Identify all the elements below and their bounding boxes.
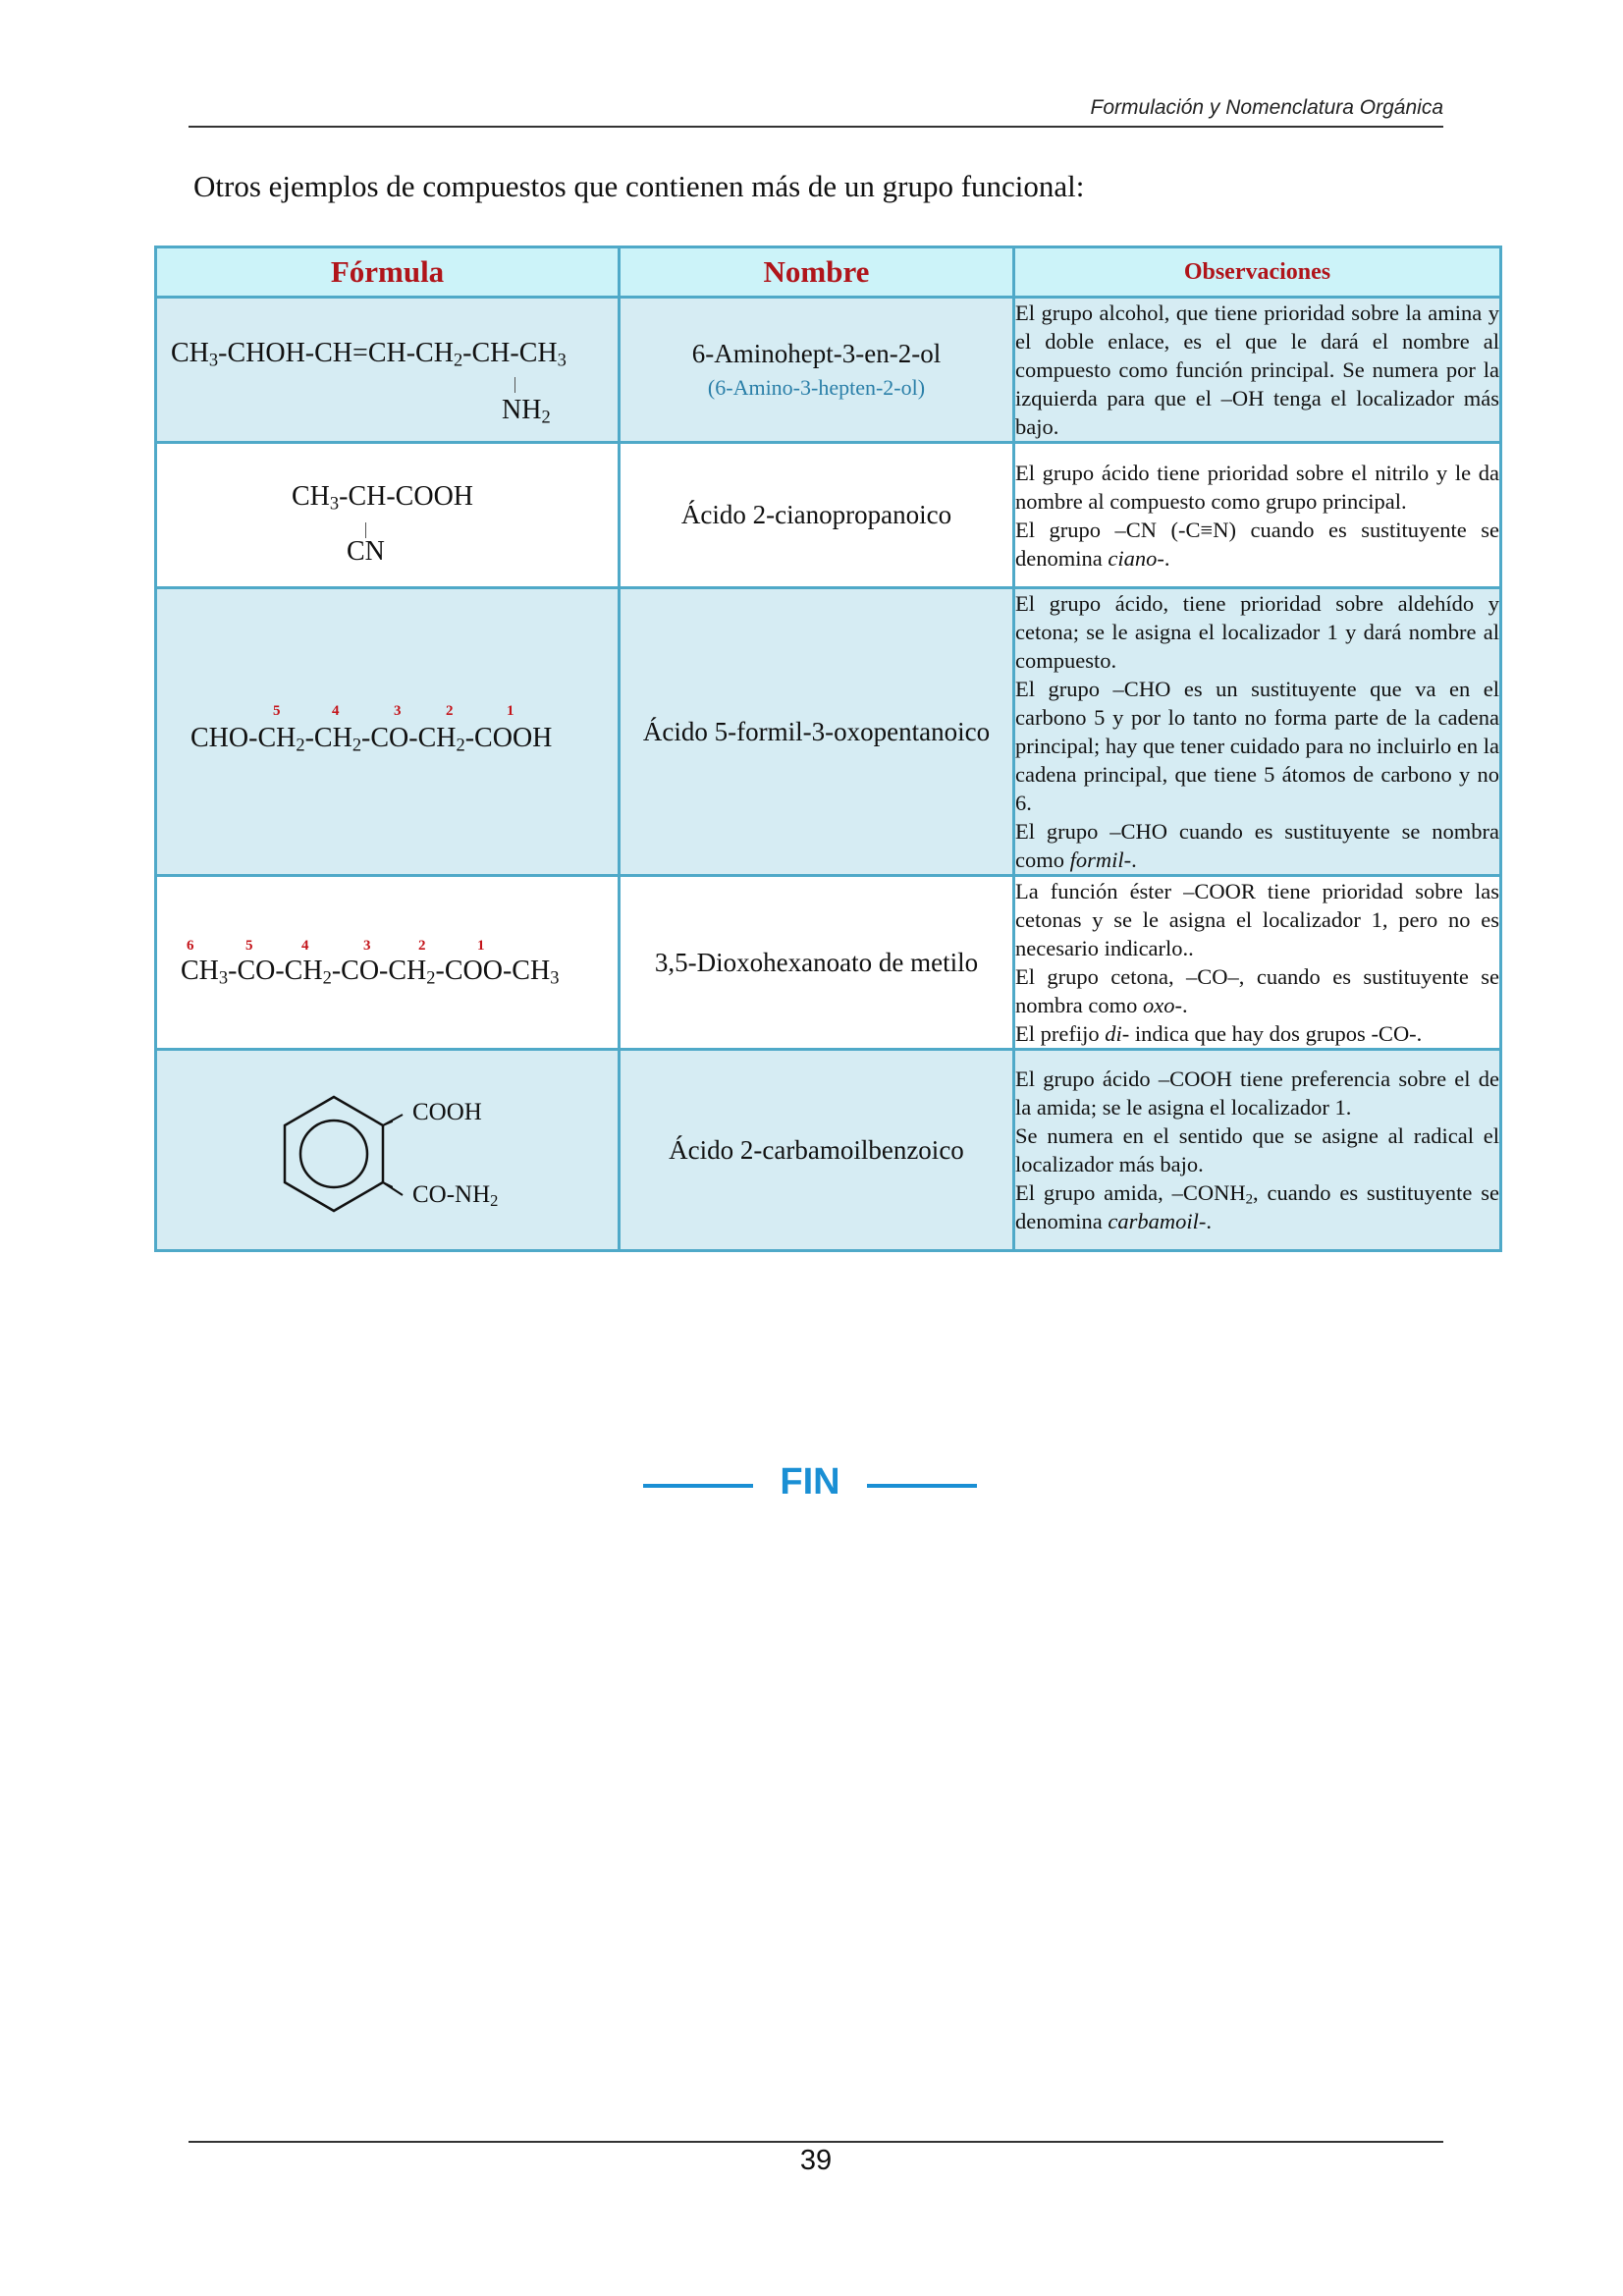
table-row [156, 588, 1501, 876]
fin-label: FIN [780, 1461, 840, 1503]
observations-cell [1014, 298, 1501, 443]
observation-text: El grupo –CN (-C≡N) cuando es sustituyente se denomina [1015, 517, 1499, 571]
table-row [156, 298, 1501, 443]
observation-text: . [1206, 1209, 1212, 1233]
observation-text: . [1181, 993, 1188, 1017]
locant-number: 4 [301, 938, 309, 954]
observations-cell [1014, 876, 1501, 1050]
column-header-formula: Fórmula [156, 247, 620, 298]
observation-text: El grupo ácido, tiene prioridad sobre aldehído y cetona; se le asigna el localizador 1 y dará nombre al compuesto. [1015, 591, 1499, 673]
name-cell [620, 876, 1014, 1050]
observation-text: , cuando es sustituyente se denomina [1015, 1180, 1499, 1233]
substituent-cooh: COOH [412, 1099, 482, 1125]
benzene-ring-icon [275, 1091, 393, 1219]
observation-text: Se numera en el sentido que se asigne al radical el localizador más bajo. [1015, 1123, 1499, 1176]
locant-number: 4 [332, 703, 340, 719]
observation-text: El grupo amida, –CONH [1015, 1180, 1246, 1205]
formula-cell [156, 588, 620, 876]
fin-line-left [643, 1484, 753, 1488]
observation-text: El grupo cetona, –CO–, cuando es sustituyente se nombra como [1015, 964, 1499, 1017]
name-cell [620, 588, 1014, 876]
observation-text: El grupo ácido –COOH tiene preferencia sobre el de la amida; se le asigna el localizador 1. [1015, 1066, 1499, 1120]
observation-text: El grupo alcohol, que tiene prioridad sobre la amina y el doble enlace, es el que le dará el nombre al compuesto como función principal. Se numera por la izquierda para que el –OH tenga el localizador más bajo. [1015, 301, 1499, 439]
locant-number: 3 [363, 938, 371, 954]
formula-substituent: CN [347, 535, 385, 567]
locant-number: 6 [187, 938, 194, 954]
observation-text: La función éster –COOR tiene prioridad sobre las cetonas y se le asigna el localizador 1, pero no es necesario indicarlo.. [1015, 879, 1499, 960]
compound-name: 3,5-Dioxohexanoato de metilo [654, 947, 979, 977]
table-row [156, 443, 1501, 588]
formula-cell [156, 1050, 620, 1251]
observation-text: El grupo –CHO cuando es sustituyente se nombra como [1015, 819, 1499, 872]
formula-main-chain: $CH_3-CO-CH_2-CO-CH_2-COO-CH_3$ [181, 956, 560, 988]
locant-number: 3 [394, 703, 402, 719]
observations-cell: El grupo ácido –COOH tiene preferencia sobre el de la amida; se le asigna el localizador 1. Se numera en el sentido que se asigne al radical el localizador más bajo. El grupo amida, $-CONH_2$, cuando es sustituyente se denomina carbamoil-. [1014, 1050, 1501, 1251]
compounds-table [154, 246, 1502, 1252]
locant-number: 2 [418, 938, 426, 954]
column-header-observations: Observaciones [1014, 247, 1501, 298]
fin-marker [643, 1461, 977, 1508]
compound-name: Ácido 2-carbamoilbenzoico [669, 1134, 964, 1165]
locant-number: 2 [446, 703, 454, 719]
formula-main-chain: $CH_3-CH$-COOH [292, 480, 474, 514]
observation-emphasis: ciano- [1108, 545, 1164, 571]
observations-cell [1014, 588, 1501, 876]
compound-name: Ácido 2-cianopropanoico [680, 500, 952, 529]
running-title: Formulación y Nomenclatura Orgánica [1090, 96, 1443, 119]
locant-number: 5 [245, 938, 253, 954]
formula-main-chain: CHO-$CH_2-CH_2-CO-CH_2$-COOH [190, 723, 553, 755]
formula-cell [156, 298, 620, 443]
observations-cell [1014, 443, 1501, 588]
running-header [189, 90, 1443, 128]
bond-line [383, 1109, 412, 1207]
formula-cell [156, 443, 620, 588]
locant-number: 5 [273, 703, 281, 719]
formula-main-chain: $CH_3-CHOH-CH=CH-CH_2-CH-CH_3$ [171, 337, 567, 370]
observation-text: . [1163, 545, 1170, 571]
locant-number: 1 [507, 703, 514, 719]
bond-line [514, 377, 515, 393]
observation-emphasis: formil- [1069, 847, 1132, 872]
column-header-name: Nombre [620, 247, 1014, 298]
compound-name: Ácido 5-formil-3-oxopentanoico [642, 716, 991, 746]
intro-text: Otros ejemplos de compuestos que contienen más de un grupo funcional: [193, 169, 1085, 203]
observation-text: El grupo ácido tiene prioridad sobre el nitrilo y le da nombre al compuesto como grupo principal. [1015, 460, 1499, 514]
observation-text: El prefijo [1015, 1021, 1106, 1046]
page-number: 39 [799, 2145, 833, 2176]
table-row [156, 1050, 1501, 1251]
table-header-row [156, 247, 1501, 298]
observation-emphasis: carbamoil- [1108, 1209, 1207, 1233]
formula-substituent: $NH_2$ [502, 394, 551, 427]
observation-text: indica que hay dos grupos -CO-. [1129, 1021, 1423, 1046]
table-row [156, 876, 1501, 1050]
fin-line-right [867, 1484, 977, 1488]
name-cell [620, 1050, 1014, 1251]
name-cell [620, 298, 1014, 443]
observation-text: El grupo –CHO es un sustituyente que va en el carbono 5 y por lo tanto no forma parte de la cadena principal; hay que tener cuidado para no incluirlo en la cadena principal, que tiene 5 átomos de carbono y no 6. [1015, 677, 1499, 815]
compound-name: 6-Aminohept-3-en-2-ol [691, 339, 942, 368]
observation-emphasis: di- [1105, 1021, 1130, 1046]
name-cell [620, 443, 1014, 588]
formula-cell [156, 876, 620, 1050]
locant-number: 1 [477, 938, 485, 954]
observation-emphasis: oxo- [1142, 993, 1182, 1017]
compound-alt-name: (6-Amino-3-hepten-2-ol) [707, 375, 926, 400]
observation-text: . [1131, 847, 1137, 872]
footer-rule [189, 2141, 1443, 2143]
substituent-conh2: $CO-NH_2$ [412, 1181, 499, 1211]
